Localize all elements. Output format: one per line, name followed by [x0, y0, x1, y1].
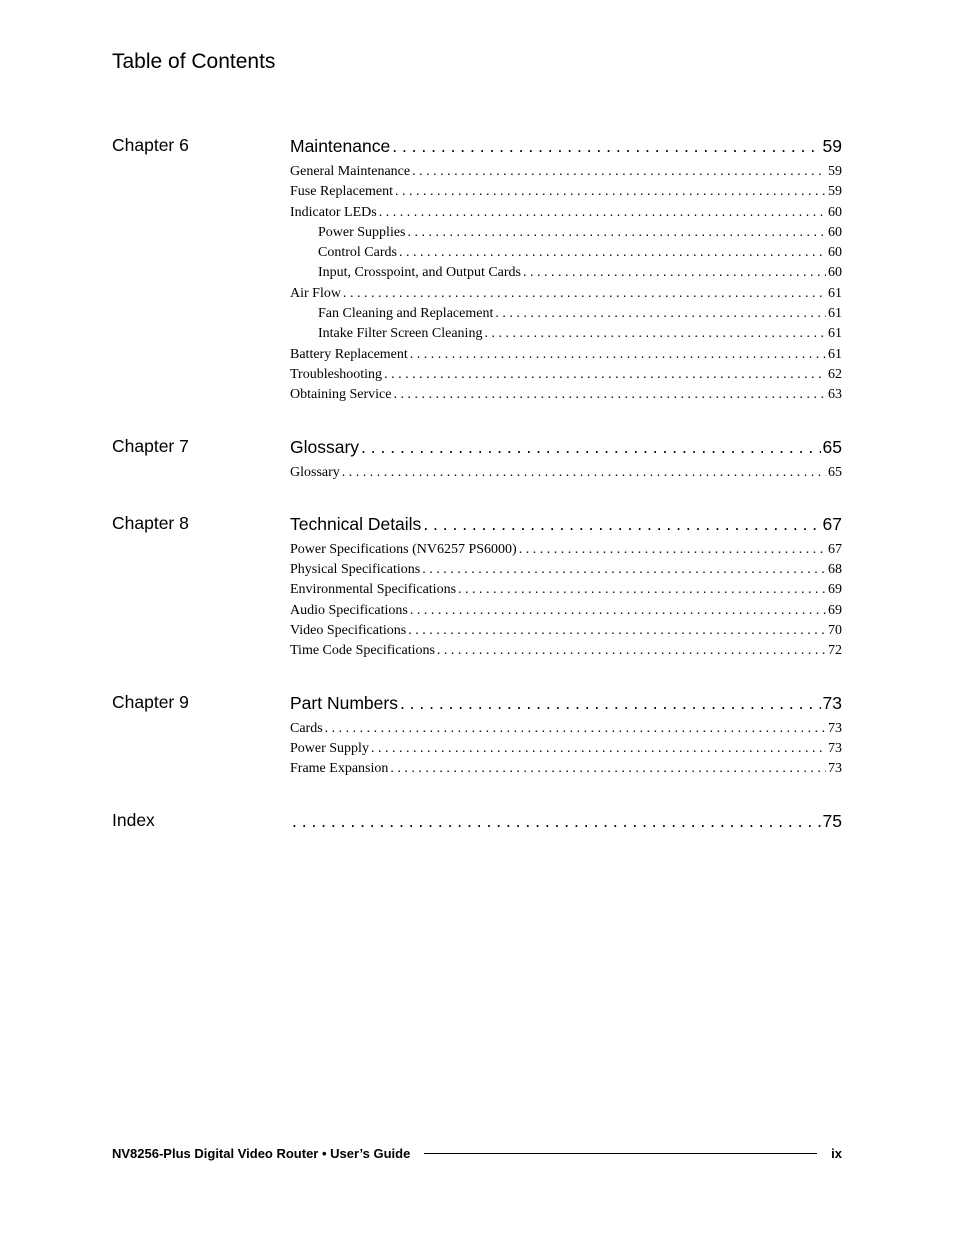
dot-leader: [343, 284, 826, 304]
dot-leader: [458, 580, 826, 600]
page-footer: [112, 1146, 842, 1161]
entry-title: Audio Specifications: [290, 602, 408, 618]
chapter-title: Technical Details: [290, 513, 422, 534]
chapter-title: Part Numbers: [290, 692, 398, 713]
chapter-heading-link[interactable]: [290, 690, 842, 716]
entry-page-number: 62: [828, 366, 842, 382]
entry-title: Power Specifications (NV6257 PS6000): [290, 541, 517, 557]
dot-leader: [523, 263, 826, 283]
toc-entry-link[interactable]: [290, 345, 842, 365]
chapter-heading-link[interactable]: [290, 133, 842, 159]
dot-leader: [410, 345, 826, 365]
dot-leader: [393, 385, 826, 405]
toc-chapter: [112, 808, 842, 834]
toc-chapter: [112, 690, 842, 780]
entry-page-number: 60: [828, 204, 842, 220]
chapter-label: Chapter 6: [112, 135, 189, 155]
entry-title: Obtaining Service: [290, 387, 392, 403]
toc-entry-link[interactable]: [290, 304, 842, 324]
chapter-title: Maintenance: [290, 136, 391, 156]
chapter-page-number: 59: [822, 136, 842, 156]
chapter-page-number: 65: [822, 436, 842, 457]
chapter-label: Chapter 9: [112, 691, 189, 712]
entry-title: Frame Expansion: [290, 761, 389, 777]
entry-title: Video Specifications: [290, 623, 407, 639]
toc-entry-link[interactable]: [290, 739, 842, 759]
dot-leader: [395, 182, 826, 202]
toc-list: [112, 133, 842, 862]
entry-page-number: 69: [828, 602, 842, 618]
entry-title: Power Supplies: [318, 224, 406, 240]
entry-page-number: 68: [828, 562, 842, 578]
dot-leader: [412, 162, 826, 182]
toc-entry-link[interactable]: [290, 463, 842, 483]
entry-page-number: 72: [828, 643, 842, 659]
dot-leader: [495, 304, 826, 324]
toc-entry-link[interactable]: [290, 223, 842, 243]
chapter-label: Index: [112, 809, 155, 830]
toc-entry-link[interactable]: [290, 621, 842, 641]
toc-entry-link[interactable]: [290, 385, 842, 405]
entry-title: Environmental Specifications: [290, 582, 457, 598]
entry-page-number: 59: [828, 164, 842, 179]
entry-title: General Maintenance: [290, 164, 411, 179]
toc-entry-link[interactable]: [290, 263, 842, 283]
dot-leader: [325, 719, 826, 739]
entry-title: Glossary: [290, 464, 340, 480]
dot-leader: [423, 511, 820, 537]
entry-title: Fan Cleaning and Replacement: [318, 306, 494, 322]
dot-leader: [399, 243, 826, 263]
toc-chapter: [112, 511, 842, 662]
entry-page-number: 60: [828, 245, 842, 261]
chapter-page-number: 67: [822, 513, 842, 534]
dot-leader: [410, 601, 826, 621]
entry-page-number: 67: [828, 541, 842, 557]
dot-leader: [390, 759, 826, 779]
entry-page-number: 59: [828, 184, 842, 200]
dot-leader: [437, 641, 826, 661]
chapter-page-number: 75: [822, 810, 842, 831]
dot-leader: [361, 434, 820, 460]
entry-page-number: 61: [828, 346, 842, 362]
toc-entry-link[interactable]: [290, 601, 842, 621]
toc-entry-link[interactable]: [290, 324, 842, 344]
entry-title: Physical Specifications: [290, 562, 421, 578]
entry-page-number: 69: [828, 582, 842, 598]
entry-title: Intake Filter Screen Cleaning: [318, 326, 483, 342]
entry-page-number: 61: [828, 326, 842, 342]
chapter-label: Chapter 7: [112, 435, 189, 456]
entry-page-number: 65: [828, 464, 842, 480]
entry-title: Fuse Replacement: [290, 184, 394, 200]
dot-leader: [400, 690, 821, 716]
entry-title: Indicator LEDs: [290, 204, 377, 220]
chapter-page-number: 73: [822, 692, 842, 713]
chapter-label: Chapter 8: [112, 512, 189, 533]
page-title: Table of Contents: [112, 50, 276, 73]
toc-entry-link[interactable]: [290, 641, 842, 661]
dot-leader: [292, 808, 821, 834]
dot-leader: [422, 560, 826, 580]
dot-leader: [342, 463, 826, 483]
entry-page-number: 73: [828, 740, 842, 756]
chapter-heading-link[interactable]: [290, 808, 842, 834]
toc-entry-link[interactable]: [290, 540, 842, 560]
dot-leader: [384, 365, 826, 385]
dot-leader: [379, 203, 826, 223]
entry-page-number: 70: [828, 623, 842, 639]
entry-title: Cards: [290, 720, 323, 736]
toc-entry-link[interactable]: [290, 560, 842, 580]
toc-chapter: [112, 133, 842, 406]
footer-doc-title: NV8256-Plus Digital Video Router • User’s Guide: [112, 1146, 411, 1161]
entry-title: Input, Crosspoint, and Output Cards: [318, 265, 521, 281]
dot-leader: [408, 223, 827, 243]
toc-entry-link[interactable]: [290, 243, 842, 263]
entry-page-number: 61: [828, 306, 842, 322]
footer-page-number: ix: [831, 1146, 842, 1161]
dot-leader: [392, 133, 820, 159]
toc-entry-link[interactable]: [290, 759, 842, 779]
toc-entry-link[interactable]: [290, 719, 842, 739]
entry-title: Time Code Specifications: [290, 643, 435, 659]
dot-leader: [408, 621, 826, 641]
entry-page-number: 61: [828, 285, 842, 301]
footer-rule: [424, 1153, 817, 1154]
toc-entry-link[interactable]: [290, 203, 842, 223]
entry-title: Battery Replacement: [290, 346, 408, 362]
dot-leader: [484, 324, 826, 344]
toc-entry-link[interactable]: [290, 365, 842, 385]
chapter-heading-link[interactable]: [290, 511, 842, 537]
toc-entry-link[interactable]: [290, 580, 842, 600]
toc-entry-link[interactable]: [290, 182, 842, 202]
entry-page-number: 73: [828, 761, 842, 777]
chapter-title: Glossary: [290, 436, 360, 457]
entry-title: Air Flow: [290, 285, 341, 301]
entry-page-number: 63: [828, 387, 842, 403]
entry-title: Troubleshooting: [290, 366, 383, 382]
toc-entry-link[interactable]: [290, 284, 842, 304]
entry-page-number: 73: [828, 720, 842, 736]
dot-leader: [371, 739, 826, 759]
entry-title: Control Cards: [318, 245, 397, 261]
dot-leader: [519, 540, 826, 560]
toc-entry-link[interactable]: [290, 162, 842, 182]
entry-page-number: 60: [828, 224, 842, 240]
chapter-heading-link[interactable]: [290, 434, 842, 460]
toc-chapter: [112, 434, 842, 483]
entry-title: Power Supply: [290, 740, 369, 756]
entry-page-number: 60: [828, 265, 842, 281]
